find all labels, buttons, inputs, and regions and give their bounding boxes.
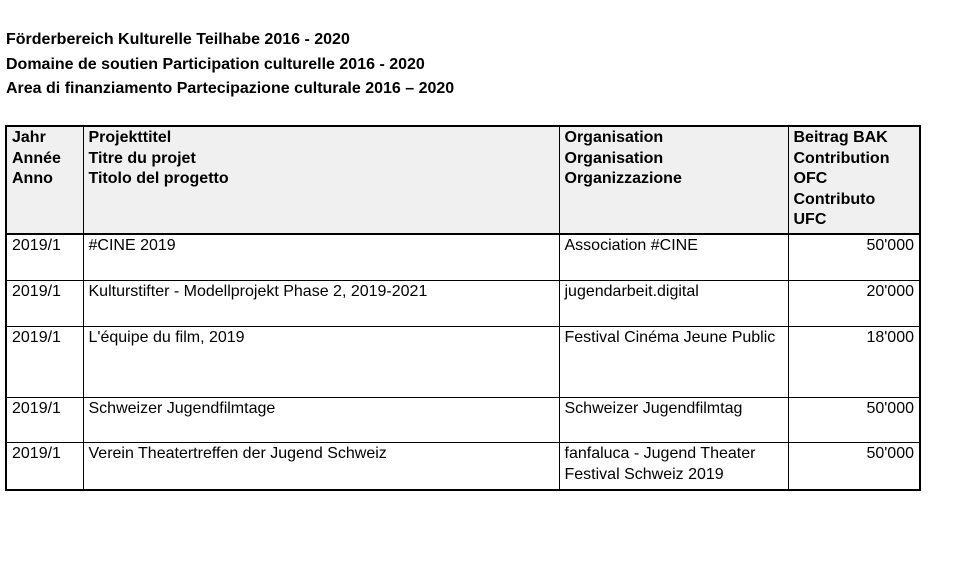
header-amount <box>788 126 920 234</box>
header-year-it: Anno <box>12 170 53 187</box>
header-year <box>6 126 83 234</box>
header-org-de: Organisation <box>564 129 664 146</box>
cell-year: 2019/1 <box>6 443 83 490</box>
header-amount-it-2: UFC <box>793 211 827 228</box>
cell-year: 2019/1 <box>6 398 83 443</box>
cell-amount: 18'000 <box>788 327 920 398</box>
table-row <box>6 281 920 327</box>
cell-amount: 20'000 <box>788 281 920 327</box>
cell-year: 2019/1 <box>6 234 83 281</box>
cell-project-title: Schweizer Jugendfilmtage <box>83 398 559 443</box>
header-org-it: Organizzazione <box>564 170 682 187</box>
cell-amount: 50'000 <box>788 234 920 281</box>
table-row <box>6 443 920 490</box>
header-title-it: Titolo del progetto <box>88 170 229 187</box>
title-french: Domaine de soutien Participation culturelle 2016 - 2020 <box>6 55 425 73</box>
document-titles <box>6 28 454 102</box>
title-german: Förderbereich Kulturelle Teilhabe 2016 - 2020 <box>6 31 350 48</box>
cell-organisation: jugendarbeit.digital <box>559 281 788 327</box>
header-amount-fr-2: OFC <box>793 170 828 187</box>
title-italian: Area di finanziamento Partecipazione culturale 2016 – 2020 <box>6 80 455 97</box>
cell-organisation: Schweizer Jugendfilmtag <box>559 398 788 443</box>
header-year-de: Jahr <box>12 129 46 146</box>
table-header-row <box>6 126 920 234</box>
table-row <box>6 327 920 398</box>
header-year-fr: Année <box>12 149 61 167</box>
cell-project-title: Verein Theatertreffen der Jugend Schweiz <box>83 443 559 490</box>
header-organisation <box>559 126 788 234</box>
header-project-title <box>83 126 559 234</box>
header-amount-it-1: Contributo <box>793 190 876 208</box>
cell-organisation: fanfaluca - Jugend Theater Festival Schweiz 2019 <box>559 443 788 490</box>
cell-year: 2019/1 <box>6 327 83 398</box>
header-title-fr: Titre du projet <box>88 149 196 167</box>
table-row <box>6 398 920 443</box>
header-amount-de: Beitrag BAK <box>793 129 888 146</box>
header-title-de: Projekttitel <box>88 129 172 146</box>
cell-organisation: Association #CINE <box>559 234 788 281</box>
cell-organisation: Festival Cinéma Jeune Public <box>559 327 788 398</box>
table-row <box>6 234 920 281</box>
cell-amount: 50'000 <box>788 398 920 443</box>
cell-year: 2019/1 <box>6 281 83 327</box>
cell-project-title: Kulturstifter - Modellprojekt Phase 2, 2019-2021 <box>83 281 559 327</box>
header-amount-fr-1: Contribution <box>793 149 890 167</box>
cell-project-title: #CINE 2019 <box>83 234 559 281</box>
cell-project-title: L'équipe du film, 2019 <box>83 327 559 398</box>
cell-amount: 50'000 <box>788 443 920 490</box>
grants-table <box>5 125 921 491</box>
header-org-fr: Organisation <box>564 149 664 167</box>
